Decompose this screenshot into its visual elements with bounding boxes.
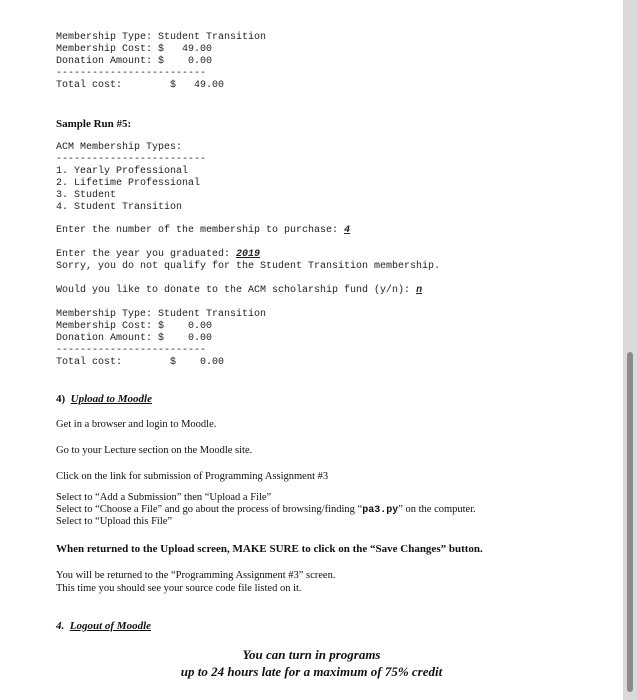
menu-option-1: 1. Yearly Professional — [56, 166, 189, 177]
prompt-number-line — [56, 225, 350, 237]
upload-title: Upload to Moodle — [70, 393, 152, 405]
logout-title: Logout of Moodle — [69, 620, 152, 632]
logout-number: 4. — [56, 620, 65, 632]
input-number: 4 — [344, 225, 351, 236]
step-click-link: Click on the link for submission of Programming Assignment #3 — [56, 471, 329, 482]
late-note-line1: You can turn in programs — [242, 647, 381, 662]
run5-donation-amount: Donation Amount: $ 0.00 — [56, 333, 213, 344]
sorry-line: Sorry, you do not qualify for the Student Transition membership. — [56, 261, 441, 272]
late-note-line2: up to 24 hours late for a maximum of 75% credit — [180, 664, 443, 679]
summary-membership-type: Membership Type: Student Transition — [56, 32, 267, 43]
menu-option-3: 3. Student — [56, 190, 117, 201]
choose-filename: pa3.py — [362, 505, 399, 516]
sample-run-title: Sample Run #5: — [56, 118, 132, 130]
step-login: Get in a browser and login to Moodle. — [56, 419, 217, 430]
step-upload-file: Select to “Upload this File” — [56, 516, 173, 527]
prompt-year: Enter the year you graduated: — [56, 249, 237, 260]
prompt-year-line — [56, 249, 260, 261]
choose-prefix: Select to “Choose a File” and go about the process of browsing/finding “ — [56, 504, 363, 515]
step-choose-file — [56, 504, 476, 516]
summary-donation-amount: Donation Amount: $ 0.00 — [56, 56, 213, 67]
scrollbar-thumb[interactable] — [627, 352, 633, 692]
choose-suffix: ” on the computer. — [398, 504, 476, 515]
menu-option-2: 2. Lifetime Professional — [56, 178, 201, 189]
menu-option-4: 4. Student Transition — [56, 202, 183, 213]
prompt-number: Enter the number of the membership to purchase: — [56, 225, 345, 236]
run5-membership-type: Membership Type: Student Transition — [56, 309, 267, 320]
logout-heading — [56, 620, 151, 632]
run5-total-cost: Total cost: $ 0.00 — [56, 357, 225, 368]
prompt-donate-line — [56, 285, 422, 297]
input-year: 2019 — [236, 249, 261, 260]
input-donate: n — [416, 285, 423, 296]
step-lecture: Go to your Lecture section on the Moodle site. — [56, 445, 253, 456]
upload-number: 4) — [56, 393, 66, 405]
returned-line: You will be returned to the “Programming Assignment #3” screen. — [56, 570, 336, 581]
prompt-donate: Would you like to donate to the ACM scholarship fund (y/n): — [56, 285, 417, 296]
run5-membership-cost: Membership Cost: $ 0.00 — [56, 321, 213, 332]
summary-divider: ------------------------- — [56, 68, 207, 79]
step-add-submission: Select to “Add a Submission” then “Upload a File” — [56, 492, 272, 503]
run5-divider: ------------------------- — [56, 345, 207, 356]
menu-divider: ------------------------- — [56, 154, 207, 165]
summary-membership-cost: Membership Cost: $ 49.00 — [56, 44, 213, 55]
see-file-line: This time you should see your source code file listed on it. — [56, 583, 302, 594]
menu-title: ACM Membership Types: — [56, 142, 183, 153]
upload-heading — [56, 393, 152, 405]
save-changes-warning: When returned to the Upload screen, MAKE SURE to click on the “Save Changes” button. — [56, 543, 483, 555]
summary-total-cost: Total cost: $ 49.00 — [56, 80, 225, 91]
